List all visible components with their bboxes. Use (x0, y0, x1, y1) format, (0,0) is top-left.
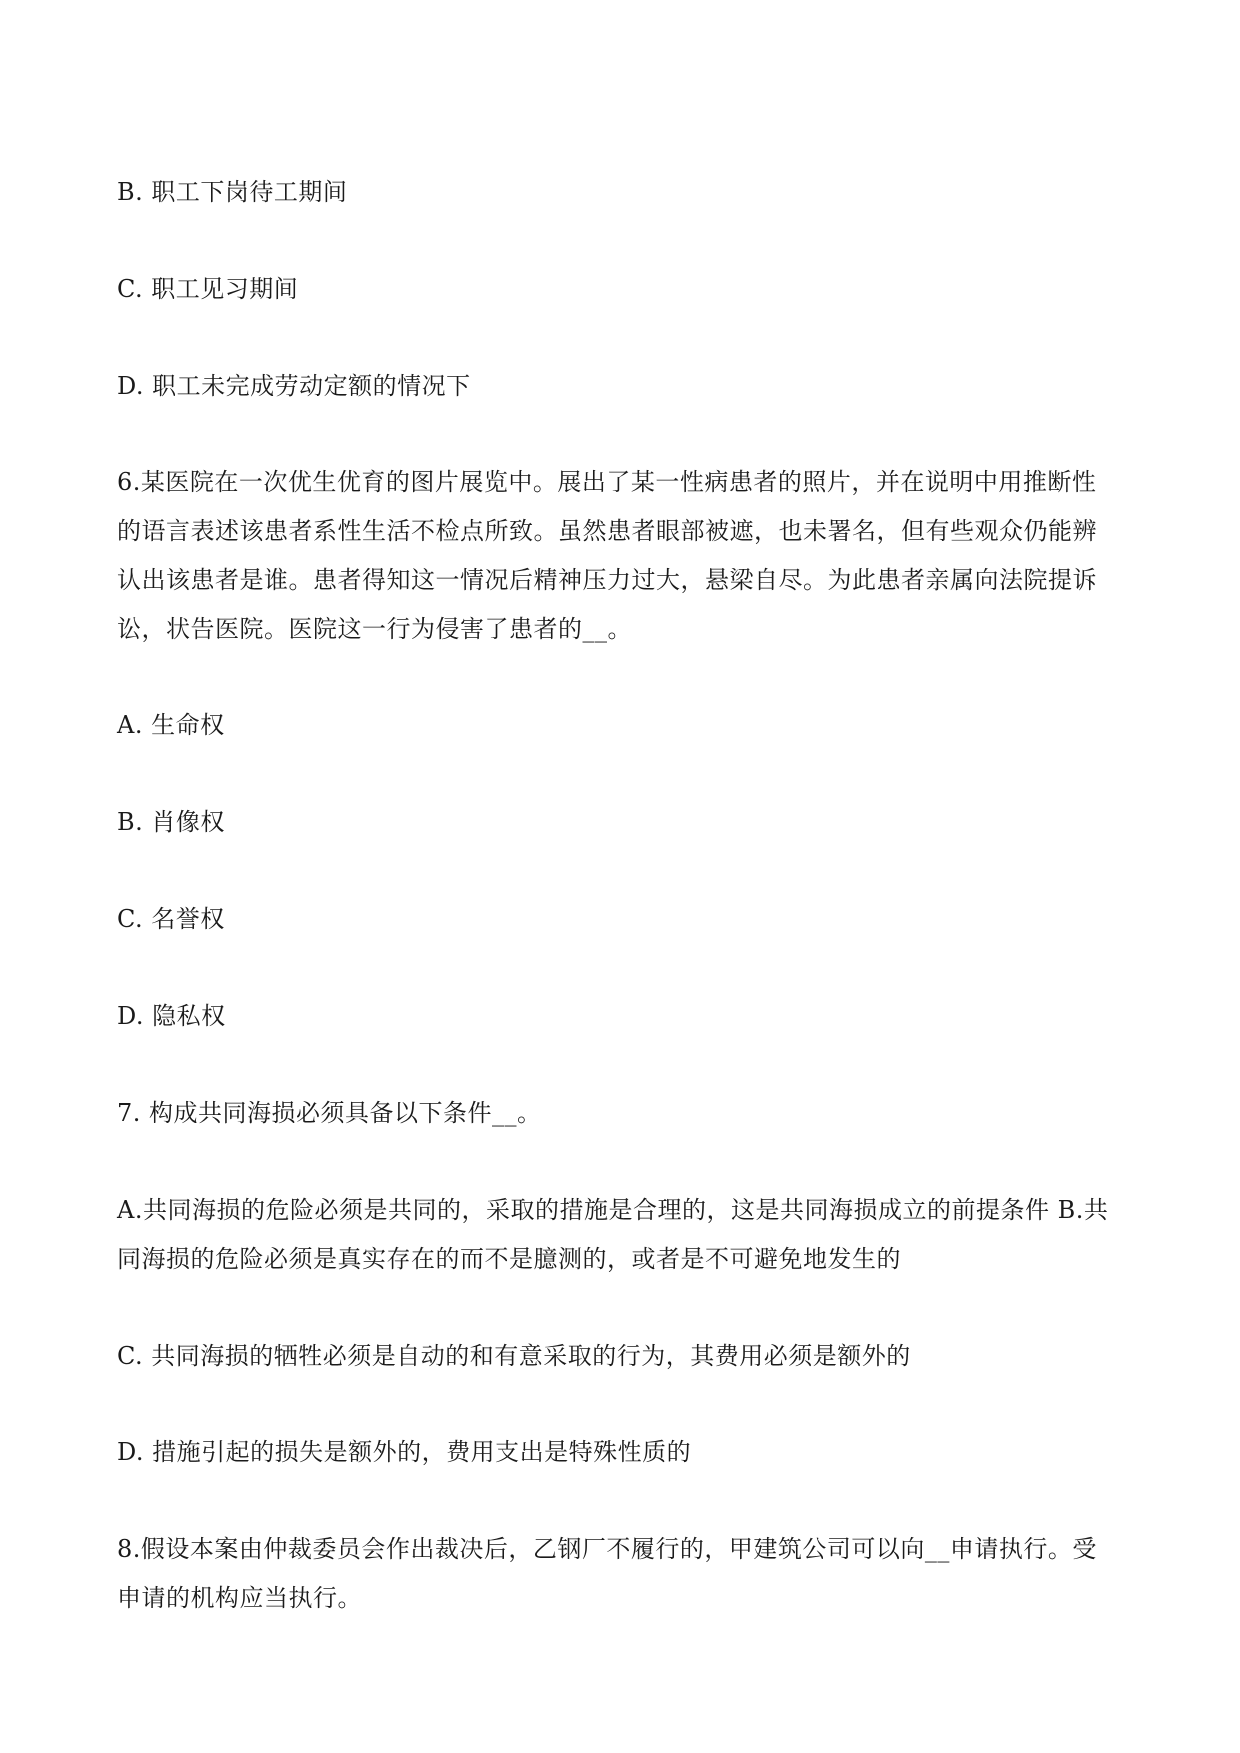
q6-option-c: C. 名誉权 (117, 905, 225, 933)
q6-question-line: 6.某医院在一次优生优育的图片展览中。展出了某一性病患者的照片，并在说明中用推断性 (117, 468, 1097, 496)
q7-option-c: C. 共同海损的牺牲必须是自动的和有意采取的行为，其费用必须是额外的 (117, 1342, 911, 1370)
q6-question-line: 的语言表述该患者系性生活不检点所致。虽然患者眼部被遮，也未署名，但有些观众仍能辨 (117, 517, 1097, 545)
q6-question-line: 认出该患者是谁。患者得知这一情况后精神压力过大，悬梁自尽。为此患者亲属向法院提诉 (117, 566, 1097, 594)
q6-question-line: 讼，状告医院。医院这一行为侵害了患者的__。 (117, 615, 632, 643)
q8-question-line: 8.假设本案由仲裁委员会作出裁决后，乙钢厂不履行的，甲建筑公司可以向__申请执行。受 (117, 1535, 1097, 1563)
q8-question-line: 申请的机构应当执行。 (117, 1584, 362, 1612)
q7-question: 7. 构成共同海损必须具备以下条件__。 (117, 1099, 542, 1127)
q6-option-a: A. 生命权 (117, 711, 225, 739)
q6-option-d: D. 隐私权 (117, 1002, 226, 1030)
q7-option-d: D. 措施引起的损失是额外的，费用支出是特殊性质的 (117, 1438, 692, 1466)
q7-option-ab-line: A.共同海损的危险必须是共同的，采取的措施是合理的，这是共同海损成立的前提条件 B.共 (117, 1196, 1109, 1224)
q5-option-b: B. 职工下岗待工期间 (117, 178, 348, 206)
q5-option-c: C. 职工见习期间 (117, 275, 299, 303)
q6-option-b: B. 肖像权 (117, 808, 225, 836)
q7-option-ab-line: 同海损的危险必须是真实存在的而不是臆测的，或者是不可避免地发生的 (117, 1245, 901, 1273)
q5-option-d: D. 职工未完成劳动定额的情况下 (117, 372, 471, 400)
